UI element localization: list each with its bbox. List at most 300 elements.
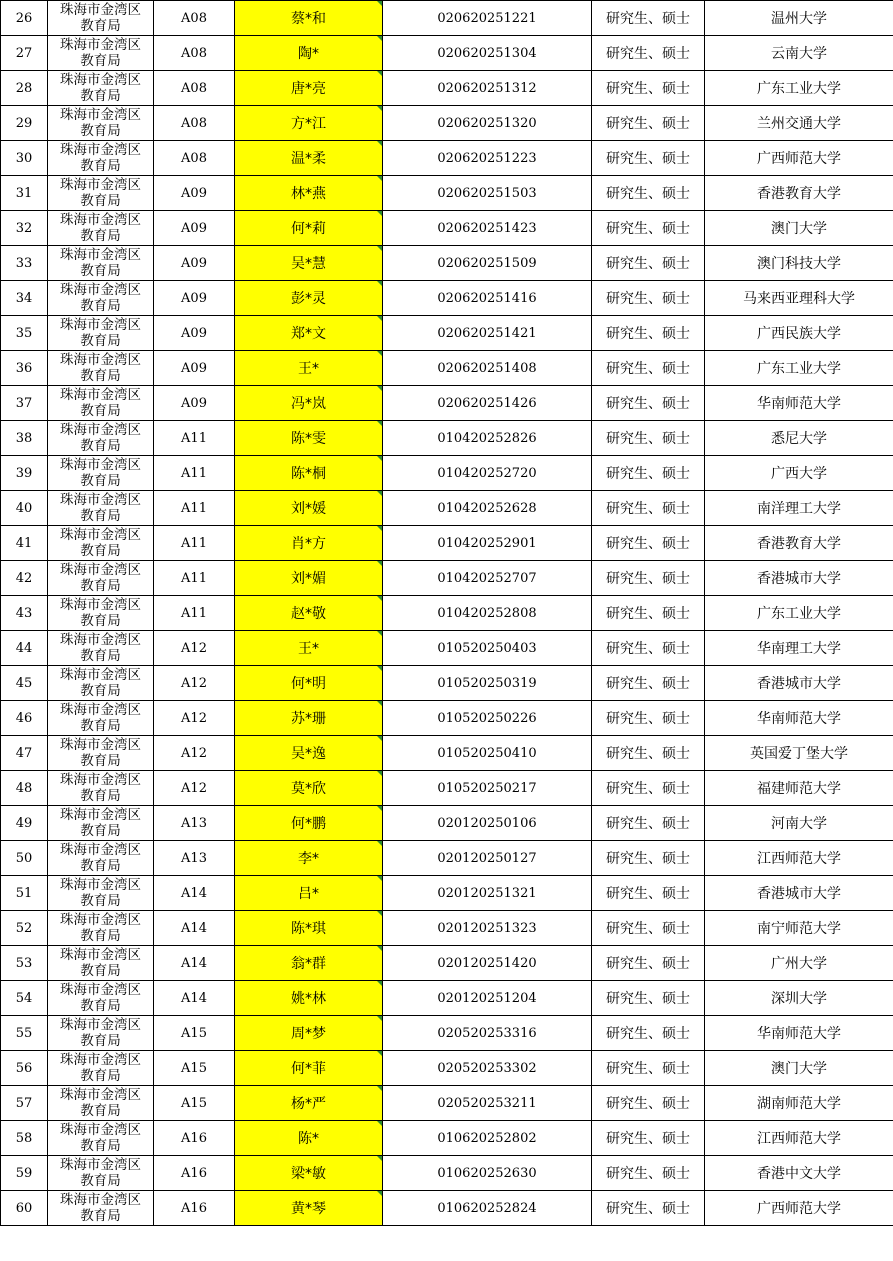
employer-unit-line1: 珠海市金湾区 <box>60 1122 141 1138</box>
exam-number: 010420252720 <box>383 456 592 491</box>
graduate-school: 华南师范大学 <box>705 1016 893 1051</box>
graduate-school: 河南大学 <box>705 806 893 841</box>
graduate-school: 广西民族大学 <box>705 316 893 351</box>
exam-number: 020620251503 <box>383 176 592 211</box>
employer-unit-line1: 珠海市金湾区 <box>60 352 141 368</box>
employer-unit-line2: 教育局 <box>80 578 121 594</box>
employer-unit <box>48 1156 154 1191</box>
employer-unit-line1: 珠海市金湾区 <box>60 912 141 928</box>
employer-unit-line2: 教育局 <box>80 648 121 664</box>
graduate-school: 广西大学 <box>705 456 893 491</box>
candidate-name: 何*莉 <box>235 211 383 246</box>
row-number: 38 <box>1 421 48 456</box>
employer-unit-line2: 教育局 <box>80 963 121 979</box>
table-row <box>1 806 893 841</box>
graduate-school: 江西师范大学 <box>705 841 893 876</box>
exam-number: 010420252707 <box>383 561 592 596</box>
candidate-name: 刘*媛 <box>235 491 383 526</box>
exam-number: 020620251509 <box>383 246 592 281</box>
employer-unit <box>48 1191 154 1226</box>
employer-unit-line2: 教育局 <box>80 333 121 349</box>
row-number: 30 <box>1 141 48 176</box>
row-number: 60 <box>1 1191 48 1226</box>
employer-unit-line2: 教育局 <box>80 508 121 524</box>
candidate-name: 梁*敏 <box>235 1156 383 1191</box>
row-number: 26 <box>1 1 48 36</box>
exam-number: 020520253302 <box>383 1051 592 1086</box>
position-code: A09 <box>154 211 235 246</box>
graduate-school: 广西师范大学 <box>705 141 893 176</box>
table-row <box>1 876 893 911</box>
employer-unit-line1: 珠海市金湾区 <box>60 282 141 298</box>
exam-number: 010520250319 <box>383 666 592 701</box>
table-row <box>1 1156 893 1191</box>
table-row <box>1 841 893 876</box>
position-code: A15 <box>154 1016 235 1051</box>
employer-unit-line2: 教育局 <box>80 928 121 944</box>
candidate-name: 翁*群 <box>235 946 383 981</box>
candidate-name: 方*江 <box>235 106 383 141</box>
employer-unit <box>48 841 154 876</box>
position-code: A13 <box>154 806 235 841</box>
position-code: A08 <box>154 36 235 71</box>
table-row <box>1 981 893 1016</box>
table-row <box>1 456 893 491</box>
education-degree: 研究生、硕士 <box>592 771 705 806</box>
table-row <box>1 281 893 316</box>
exam-number: 010620252630 <box>383 1156 592 1191</box>
row-number: 53 <box>1 946 48 981</box>
table-row <box>1 246 893 281</box>
table-row <box>1 141 893 176</box>
table-row <box>1 1121 893 1156</box>
row-number: 36 <box>1 351 48 386</box>
education-degree: 研究生、硕士 <box>592 841 705 876</box>
employer-unit <box>48 806 154 841</box>
employer-unit <box>48 246 154 281</box>
candidate-name: 王* <box>235 631 383 666</box>
row-number: 41 <box>1 526 48 561</box>
row-number: 39 <box>1 456 48 491</box>
row-number: 37 <box>1 386 48 421</box>
table-row <box>1 631 893 666</box>
exam-number: 010420252826 <box>383 421 592 456</box>
row-number: 57 <box>1 1086 48 1121</box>
row-number: 40 <box>1 491 48 526</box>
employer-unit <box>48 421 154 456</box>
candidate-name: 彭*灵 <box>235 281 383 316</box>
table-body <box>1 1 893 1226</box>
employer-unit-line1: 珠海市金湾区 <box>60 1192 141 1208</box>
employer-unit-line1: 珠海市金湾区 <box>60 492 141 508</box>
employer-unit-line2: 教育局 <box>80 998 121 1014</box>
employer-unit <box>48 876 154 911</box>
exam-number: 010620252824 <box>383 1191 592 1226</box>
employer-unit <box>48 491 154 526</box>
employer-unit-line1: 珠海市金湾区 <box>60 317 141 333</box>
employer-unit-line1: 珠海市金湾区 <box>60 177 141 193</box>
exam-number: 020620251421 <box>383 316 592 351</box>
education-degree: 研究生、硕士 <box>592 386 705 421</box>
graduate-school: 澳门大学 <box>705 211 893 246</box>
graduate-school: 香港教育大学 <box>705 526 893 561</box>
table-row <box>1 1086 893 1121</box>
graduate-school: 温州大学 <box>705 1 893 36</box>
graduate-school: 深圳大学 <box>705 981 893 1016</box>
employer-unit-line1: 珠海市金湾区 <box>60 562 141 578</box>
exam-number: 020120251323 <box>383 911 592 946</box>
position-code: A09 <box>154 316 235 351</box>
exam-number: 010520250410 <box>383 736 592 771</box>
graduate-school: 广东工业大学 <box>705 596 893 631</box>
exam-number: 020120250106 <box>383 806 592 841</box>
employer-unit-line2: 教育局 <box>80 893 121 909</box>
candidate-name: 黄*琴 <box>235 1191 383 1226</box>
graduate-school: 香港城市大学 <box>705 666 893 701</box>
position-code: A16 <box>154 1191 235 1226</box>
table-row <box>1 526 893 561</box>
exam-number: 020120251204 <box>383 981 592 1016</box>
candidate-name: 李* <box>235 841 383 876</box>
candidate-name: 周*梦 <box>235 1016 383 1051</box>
education-degree: 研究生、硕士 <box>592 876 705 911</box>
employer-unit-line2: 教育局 <box>80 543 121 559</box>
table-row <box>1 666 893 701</box>
candidate-name: 林*燕 <box>235 176 383 211</box>
table-row <box>1 36 893 71</box>
employer-unit <box>48 386 154 421</box>
row-number: 58 <box>1 1121 48 1156</box>
employer-unit <box>48 736 154 771</box>
position-code: A09 <box>154 386 235 421</box>
employer-unit-line2: 教育局 <box>80 298 121 314</box>
employer-unit-line2: 教育局 <box>80 438 121 454</box>
position-code: A09 <box>154 351 235 386</box>
candidate-name: 吴*慧 <box>235 246 383 281</box>
employer-unit <box>48 1 154 36</box>
education-degree: 研究生、硕士 <box>592 141 705 176</box>
employer-unit-line2: 教育局 <box>80 753 121 769</box>
graduate-school: 兰州交通大学 <box>705 106 893 141</box>
education-degree: 研究生、硕士 <box>592 806 705 841</box>
row-number: 34 <box>1 281 48 316</box>
employer-unit-line1: 珠海市金湾区 <box>60 807 141 823</box>
position-code: A08 <box>154 106 235 141</box>
candidate-name: 何*菲 <box>235 1051 383 1086</box>
graduate-school: 澳门大学 <box>705 1051 893 1086</box>
graduate-school: 马来西亚理科大学 <box>705 281 893 316</box>
employer-unit <box>48 911 154 946</box>
candidate-name: 何*鹏 <box>235 806 383 841</box>
exam-number: 010620252802 <box>383 1121 592 1156</box>
position-code: A13 <box>154 841 235 876</box>
education-degree: 研究生、硕士 <box>592 1121 705 1156</box>
exam-number: 020620251426 <box>383 386 592 421</box>
row-number: 32 <box>1 211 48 246</box>
position-code: A14 <box>154 876 235 911</box>
graduate-school: 英国爱丁堡大学 <box>705 736 893 771</box>
table-row <box>1 106 893 141</box>
table-row <box>1 736 893 771</box>
exam-number: 010420252901 <box>383 526 592 561</box>
employer-unit <box>48 176 154 211</box>
education-degree: 研究生、硕士 <box>592 211 705 246</box>
education-degree: 研究生、硕士 <box>592 1156 705 1191</box>
education-degree: 研究生、硕士 <box>592 351 705 386</box>
candidate-name: 刘*媚 <box>235 561 383 596</box>
employer-unit-line2: 教育局 <box>80 718 121 734</box>
employer-unit-line1: 珠海市金湾区 <box>60 1017 141 1033</box>
exam-number: 020620251304 <box>383 36 592 71</box>
exam-number: 010520250403 <box>383 631 592 666</box>
candidate-name: 陈* <box>235 1121 383 1156</box>
employer-unit-line2: 教育局 <box>80 823 121 839</box>
employer-unit <box>48 281 154 316</box>
education-degree: 研究生、硕士 <box>592 281 705 316</box>
row-number: 47 <box>1 736 48 771</box>
graduate-school: 云南大学 <box>705 36 893 71</box>
education-degree: 研究生、硕士 <box>592 1191 705 1226</box>
education-degree: 研究生、硕士 <box>592 666 705 701</box>
exam-number: 020620251223 <box>383 141 592 176</box>
candidate-name: 何*明 <box>235 666 383 701</box>
education-degree: 研究生、硕士 <box>592 981 705 1016</box>
employer-unit-line2: 教育局 <box>80 403 121 419</box>
exam-number: 020120251420 <box>383 946 592 981</box>
education-degree: 研究生、硕士 <box>592 246 705 281</box>
employer-unit-line2: 教育局 <box>80 88 121 104</box>
employer-unit-line1: 珠海市金湾区 <box>60 667 141 683</box>
employer-unit-line1: 珠海市金湾区 <box>60 842 141 858</box>
candidate-name: 莫*欣 <box>235 771 383 806</box>
candidate-name: 赵*敬 <box>235 596 383 631</box>
employer-unit-line2: 教育局 <box>80 228 121 244</box>
graduate-school: 华南理工大学 <box>705 631 893 666</box>
education-degree: 研究生、硕士 <box>592 1 705 36</box>
table-row <box>1 176 893 211</box>
employer-unit <box>48 71 154 106</box>
employer-unit-line1: 珠海市金湾区 <box>60 597 141 613</box>
candidate-name: 蔡*和 <box>235 1 383 36</box>
position-code: A12 <box>154 771 235 806</box>
exam-number: 020120250127 <box>383 841 592 876</box>
education-degree: 研究生、硕士 <box>592 596 705 631</box>
employer-unit-line2: 教育局 <box>80 858 121 874</box>
row-number: 43 <box>1 596 48 631</box>
exam-number: 020620251408 <box>383 351 592 386</box>
table-row <box>1 911 893 946</box>
graduate-school: 澳门科技大学 <box>705 246 893 281</box>
exam-number: 020620251416 <box>383 281 592 316</box>
education-degree: 研究生、硕士 <box>592 561 705 596</box>
position-code: A11 <box>154 491 235 526</box>
row-number: 54 <box>1 981 48 1016</box>
employer-unit <box>48 351 154 386</box>
employer-unit-line1: 珠海市金湾区 <box>60 422 141 438</box>
row-number: 42 <box>1 561 48 596</box>
education-degree: 研究生、硕士 <box>592 421 705 456</box>
employer-unit <box>48 1016 154 1051</box>
row-number: 49 <box>1 806 48 841</box>
row-number: 50 <box>1 841 48 876</box>
employer-unit-line1: 珠海市金湾区 <box>60 212 141 228</box>
candidate-name: 肖*方 <box>235 526 383 561</box>
graduate-school: 华南师范大学 <box>705 701 893 736</box>
graduate-school: 江西师范大学 <box>705 1121 893 1156</box>
exam-number: 020620251320 <box>383 106 592 141</box>
table-row <box>1 386 893 421</box>
graduate-school: 广州大学 <box>705 946 893 981</box>
education-degree: 研究生、硕士 <box>592 316 705 351</box>
employer-unit-line2: 教育局 <box>80 788 121 804</box>
education-degree: 研究生、硕士 <box>592 911 705 946</box>
row-number: 28 <box>1 71 48 106</box>
table-row <box>1 596 893 631</box>
graduate-school: 香港城市大学 <box>705 876 893 911</box>
candidate-name: 苏*珊 <box>235 701 383 736</box>
employer-unit-line2: 教育局 <box>80 193 121 209</box>
employer-unit-line2: 教育局 <box>80 263 121 279</box>
employer-unit-line1: 珠海市金湾区 <box>60 947 141 963</box>
exam-number: 020520253211 <box>383 1086 592 1121</box>
candidate-name: 唐*亮 <box>235 71 383 106</box>
education-degree: 研究生、硕士 <box>592 491 705 526</box>
position-code: A14 <box>154 946 235 981</box>
candidate-name: 陈*琪 <box>235 911 383 946</box>
position-code: A15 <box>154 1086 235 1121</box>
row-number: 48 <box>1 771 48 806</box>
employer-unit-line1: 珠海市金湾区 <box>60 72 141 88</box>
education-degree: 研究生、硕士 <box>592 736 705 771</box>
row-number: 51 <box>1 876 48 911</box>
position-code: A16 <box>154 1156 235 1191</box>
education-degree: 研究生、硕士 <box>592 106 705 141</box>
employer-unit-line2: 教育局 <box>80 123 121 139</box>
table-row <box>1 561 893 596</box>
employer-unit <box>48 1051 154 1086</box>
graduate-school: 香港城市大学 <box>705 561 893 596</box>
position-code: A14 <box>154 981 235 1016</box>
employer-unit-line2: 教育局 <box>80 18 121 34</box>
employer-unit-line1: 珠海市金湾区 <box>60 1157 141 1173</box>
employer-unit-line2: 教育局 <box>80 613 121 629</box>
table-row <box>1 421 893 456</box>
employer-unit <box>48 981 154 1016</box>
employer-unit-line1: 珠海市金湾区 <box>60 457 141 473</box>
employer-unit-line1: 珠海市金湾区 <box>60 527 141 543</box>
position-code: A16 <box>154 1121 235 1156</box>
employer-unit-line2: 教育局 <box>80 1033 121 1049</box>
position-code: A14 <box>154 911 235 946</box>
employer-unit <box>48 1086 154 1121</box>
position-code: A12 <box>154 666 235 701</box>
graduate-school: 香港教育大学 <box>705 176 893 211</box>
employer-unit-line2: 教育局 <box>80 1138 121 1154</box>
employer-unit-line1: 珠海市金湾区 <box>60 142 141 158</box>
candidate-name: 温*柔 <box>235 141 383 176</box>
exam-number: 020620251221 <box>383 1 592 36</box>
row-number: 56 <box>1 1051 48 1086</box>
position-code: A15 <box>154 1051 235 1086</box>
employer-unit <box>48 36 154 71</box>
employer-unit <box>48 316 154 351</box>
position-code: A11 <box>154 561 235 596</box>
employer-unit-line1: 珠海市金湾区 <box>60 387 141 403</box>
row-number: 27 <box>1 36 48 71</box>
employer-unit-line1: 珠海市金湾区 <box>60 107 141 123</box>
row-number: 29 <box>1 106 48 141</box>
employer-unit <box>48 596 154 631</box>
employer-unit-line2: 教育局 <box>80 473 121 489</box>
table-row <box>1 1 893 36</box>
row-number: 52 <box>1 911 48 946</box>
graduate-school: 广东工业大学 <box>705 71 893 106</box>
position-code: A12 <box>154 631 235 666</box>
employer-unit-line2: 教育局 <box>80 1103 121 1119</box>
employer-unit <box>48 1121 154 1156</box>
employer-unit <box>48 946 154 981</box>
table-row <box>1 771 893 806</box>
education-degree: 研究生、硕士 <box>592 701 705 736</box>
table-row <box>1 1051 893 1086</box>
graduate-school: 华南师范大学 <box>705 386 893 421</box>
exam-number: 020620251312 <box>383 71 592 106</box>
exam-number: 010520250226 <box>383 701 592 736</box>
employer-unit-line2: 教育局 <box>80 1068 121 1084</box>
position-code: A12 <box>154 736 235 771</box>
candidate-name: 杨*严 <box>235 1086 383 1121</box>
employer-unit <box>48 106 154 141</box>
graduate-school: 悉尼大学 <box>705 421 893 456</box>
graduate-school: 香港中文大学 <box>705 1156 893 1191</box>
employer-unit <box>48 631 154 666</box>
employer-unit-line1: 珠海市金湾区 <box>60 632 141 648</box>
position-code: A11 <box>154 526 235 561</box>
row-number: 59 <box>1 1156 48 1191</box>
employer-unit-line1: 珠海市金湾区 <box>60 37 141 53</box>
position-code: A08 <box>154 71 235 106</box>
row-number: 55 <box>1 1016 48 1051</box>
employer-unit <box>48 561 154 596</box>
graduate-school: 湖南师范大学 <box>705 1086 893 1121</box>
table-row <box>1 946 893 981</box>
education-degree: 研究生、硕士 <box>592 1051 705 1086</box>
employer-unit-line1: 珠海市金湾区 <box>60 877 141 893</box>
education-degree: 研究生、硕士 <box>592 526 705 561</box>
table-row <box>1 351 893 386</box>
table-row <box>1 211 893 246</box>
table-row <box>1 491 893 526</box>
employer-unit-line2: 教育局 <box>80 1208 121 1224</box>
table-row <box>1 1016 893 1051</box>
exam-number: 020520253316 <box>383 1016 592 1051</box>
candidate-name: 冯*岚 <box>235 386 383 421</box>
education-degree: 研究生、硕士 <box>592 946 705 981</box>
candidate-name: 陈*桐 <box>235 456 383 491</box>
graduate-school: 南洋理工大学 <box>705 491 893 526</box>
education-degree: 研究生、硕士 <box>592 1016 705 1051</box>
position-code: A11 <box>154 456 235 491</box>
position-code: A11 <box>154 421 235 456</box>
employer-unit <box>48 141 154 176</box>
position-code: A11 <box>154 596 235 631</box>
employer-unit-line1: 珠海市金湾区 <box>60 247 141 263</box>
employer-unit <box>48 456 154 491</box>
table-row <box>1 701 893 736</box>
candidate-name: 王* <box>235 351 383 386</box>
employer-unit-line2: 教育局 <box>80 158 121 174</box>
employer-unit <box>48 666 154 701</box>
